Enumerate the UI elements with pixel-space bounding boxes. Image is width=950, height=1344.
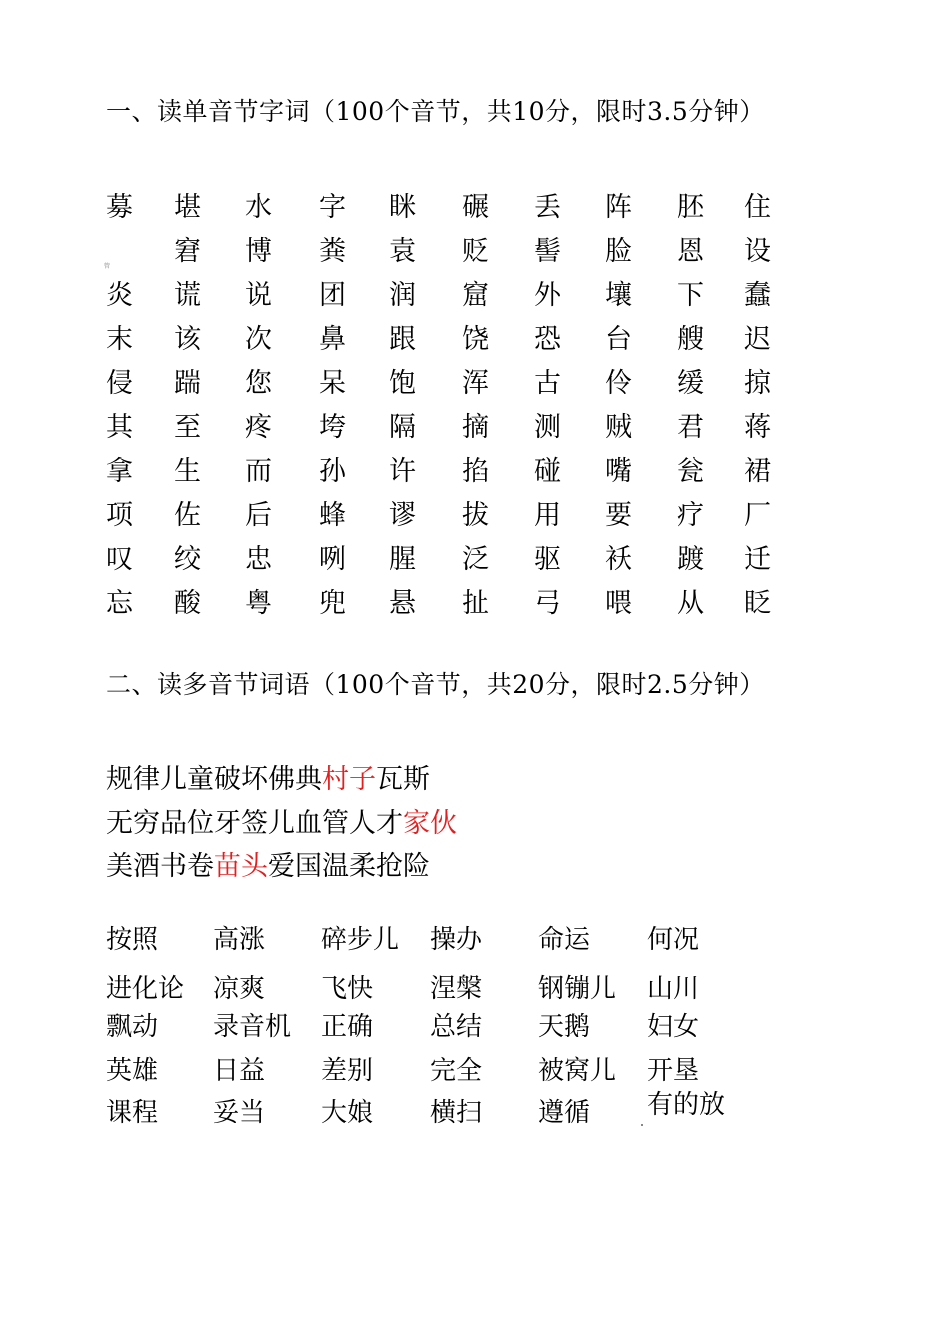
char-cell: 忘 xyxy=(106,588,133,619)
char-cell: 测 xyxy=(534,412,561,443)
char-cell: 博 xyxy=(245,236,272,267)
char-cell: 泛 xyxy=(462,544,489,575)
char-cell: 伶 xyxy=(605,368,632,399)
word-cell: 开垦 xyxy=(647,1056,700,1086)
char-cell: 悬 xyxy=(389,588,416,619)
char-cell: 拔 xyxy=(462,500,489,531)
char-cell: 窟 xyxy=(462,280,489,311)
phrase-line-2 xyxy=(106,806,457,842)
word-cell: 课程 xyxy=(106,1098,159,1128)
char-row xyxy=(106,454,806,498)
char-row xyxy=(106,586,806,630)
char-cell: 厂 xyxy=(744,500,771,531)
char-cell: 用 xyxy=(534,500,561,531)
word-cell: 妇女 xyxy=(647,1012,700,1042)
char-row xyxy=(106,366,806,410)
char-cell: 侵 xyxy=(106,368,133,399)
char-cell: 疼 xyxy=(245,412,272,443)
phrase-line-2-highlight: 家伙 xyxy=(403,808,457,839)
char-cell: 兜 xyxy=(319,588,346,619)
char-cell: 许 xyxy=(389,456,416,487)
char-cell: 炎 xyxy=(106,280,133,311)
word-cell: 大娘 xyxy=(321,1098,374,1128)
word-cell: 天鹅 xyxy=(538,1012,591,1042)
stray-mark: 管 xyxy=(104,263,111,270)
word-cell: 碎步儿 xyxy=(321,925,400,955)
char-row xyxy=(106,410,806,454)
char-cell: 从 xyxy=(677,588,704,619)
char-cell: 粤 xyxy=(245,588,272,619)
char-cell: 设 xyxy=(744,236,771,267)
char-cell: 迁 xyxy=(744,544,771,575)
char-cell: 外 xyxy=(534,280,561,311)
char-cell: 说 xyxy=(245,280,272,311)
char-cell: 袄 xyxy=(605,544,632,575)
char-cell: 阵 xyxy=(605,192,632,223)
char-cell: 字 xyxy=(319,192,346,223)
char-cell: 垮 xyxy=(319,412,346,443)
phrase-line-1 xyxy=(106,762,430,798)
char-cell: 其 xyxy=(106,412,133,443)
char-cell: 饱 xyxy=(389,368,416,399)
char-cell: 饶 xyxy=(462,324,489,355)
word-cell: 何况 xyxy=(647,925,700,955)
char-cell: 疗 xyxy=(677,500,704,531)
char-cell: 掐 xyxy=(462,456,489,487)
char-cell: 壤 xyxy=(605,280,632,311)
phrase-line-3-highlight: 苗头 xyxy=(214,851,268,882)
char-cell: 迟 xyxy=(744,324,771,355)
char-cell: 驱 xyxy=(534,544,561,575)
char-cell: 次 xyxy=(245,324,272,355)
char-cell: 忠 xyxy=(245,544,272,575)
char-cell: 踹 xyxy=(174,368,201,399)
char-cell: 窘 xyxy=(174,236,201,267)
char-cell: 台 xyxy=(605,324,632,355)
char-cell: 水 xyxy=(245,192,272,223)
char-row xyxy=(106,322,806,366)
char-cell: 缓 xyxy=(677,368,704,399)
word-cell: 操办 xyxy=(430,925,483,955)
char-cell: 古 xyxy=(534,368,561,399)
char-cell: 呆 xyxy=(319,368,346,399)
char-cell: 团 xyxy=(319,280,346,311)
char-row xyxy=(106,234,806,278)
word-cell: 英雄 xyxy=(106,1056,159,1086)
char-cell: 弓 xyxy=(534,588,561,619)
char-cell: 蒋 xyxy=(744,412,771,443)
word-cell: 妥当 xyxy=(213,1098,266,1128)
phrase-line-1-post: 瓦斯 xyxy=(376,764,430,795)
char-cell: 募 xyxy=(106,192,133,223)
section1-heading: 一、读单音节字词（100个音节，共10分，限时3.5分钟） xyxy=(106,97,765,126)
word-cell: 飞快 xyxy=(321,974,374,1004)
char-cell: 髻 xyxy=(534,236,561,267)
char-cell: 袁 xyxy=(389,236,416,267)
char-cell: 下 xyxy=(677,280,704,311)
char-cell: 裙 xyxy=(744,456,771,487)
word-cell: 凉爽 xyxy=(213,974,266,1004)
char-cell: 碰 xyxy=(534,456,561,487)
phrase-line-3-post: 爱国温柔抢险 xyxy=(268,851,430,882)
char-cell: 胚 xyxy=(677,192,704,223)
char-cell: 恐 xyxy=(534,324,561,355)
char-cell: 蠢 xyxy=(744,280,771,311)
char-cell: 君 xyxy=(677,412,704,443)
word-cell: 横扫 xyxy=(430,1098,483,1128)
char-cell: 咧 xyxy=(319,544,346,575)
char-cell: 鼻 xyxy=(319,324,346,355)
char-cell: 您 xyxy=(245,368,272,399)
char-cell: 扯 xyxy=(462,588,489,619)
char-cell: 要 xyxy=(605,500,632,531)
single-character-grid xyxy=(106,190,806,630)
char-cell: 绞 xyxy=(174,544,201,575)
char-cell: 后 xyxy=(245,500,272,531)
word-cell: 正确 xyxy=(321,1012,374,1042)
word-cell: 进化论 xyxy=(106,974,185,1004)
char-cell: 孙 xyxy=(319,456,346,487)
char-cell: 眯 xyxy=(389,192,416,223)
char-cell: 酸 xyxy=(174,588,201,619)
word-cell: 涅槃 xyxy=(430,974,483,1004)
char-cell: 贼 xyxy=(605,412,632,443)
char-cell: 瓮 xyxy=(677,456,704,487)
char-cell: 恩 xyxy=(677,236,704,267)
char-cell: 摘 xyxy=(462,412,489,443)
char-cell: 项 xyxy=(106,500,133,531)
char-cell: 拿 xyxy=(106,456,133,487)
char-cell: 丢 xyxy=(534,192,561,223)
char-cell: 贬 xyxy=(462,236,489,267)
char-cell: 眨 xyxy=(744,588,771,619)
phrase-line-1-pre: 规律儿童破坏佛典 xyxy=(106,764,322,795)
char-cell: 腥 xyxy=(389,544,416,575)
word-cell: 遵循 xyxy=(538,1098,591,1128)
char-row xyxy=(106,542,806,586)
char-cell: 该 xyxy=(174,324,201,355)
char-cell: 至 xyxy=(174,412,201,443)
word-cell: 高涨 xyxy=(213,925,266,955)
char-row xyxy=(106,498,806,542)
char-cell: 佐 xyxy=(174,500,201,531)
char-cell: 嘴 xyxy=(605,456,632,487)
char-cell: 艘 xyxy=(677,324,704,355)
phrase-line-3-pre: 美酒书卷 xyxy=(106,851,214,882)
char-cell: 浑 xyxy=(462,368,489,399)
char-cell: 住 xyxy=(744,192,771,223)
word-cell: 山川 xyxy=(647,974,700,1004)
char-cell: 喂 xyxy=(605,588,632,619)
char-cell: 堪 xyxy=(174,192,201,223)
word-cell: 有的放 xyxy=(647,1090,726,1120)
char-cell: 谬 xyxy=(389,500,416,531)
char-cell: 脸 xyxy=(605,236,632,267)
char-row xyxy=(106,190,806,234)
char-cell: 润 xyxy=(389,280,416,311)
char-cell: 粪 xyxy=(319,236,346,267)
word-cell: 完全 xyxy=(430,1056,483,1086)
word-cell: 被窝儿 xyxy=(538,1056,617,1086)
char-cell: 生 xyxy=(174,456,201,487)
word-cell: 录音机 xyxy=(213,1012,292,1042)
word-cell: 飘动 xyxy=(106,1012,159,1042)
char-cell: 叹 xyxy=(106,544,133,575)
word-cell: 命运 xyxy=(538,925,591,955)
phrase-line-1-highlight: 村子 xyxy=(322,764,376,795)
char-cell: 隔 xyxy=(389,412,416,443)
word-cell: 按照 xyxy=(106,925,159,955)
word-cell: 钢镚儿 xyxy=(538,974,617,1004)
char-cell: 末 xyxy=(106,324,133,355)
char-cell: 碾 xyxy=(462,192,489,223)
stray-dot xyxy=(641,1124,643,1126)
char-cell: 跟 xyxy=(389,324,416,355)
char-row xyxy=(106,278,806,322)
char-cell: 掠 xyxy=(744,368,771,399)
char-cell: 蜂 xyxy=(319,500,346,531)
word-cell: 总结 xyxy=(430,1012,483,1042)
char-cell: 踱 xyxy=(677,544,704,575)
word-cell: 差别 xyxy=(321,1056,374,1086)
phrase-line-3 xyxy=(106,849,430,885)
char-cell: 而 xyxy=(245,456,272,487)
phrase-line-2-pre: 无穷品位牙签儿血管人才 xyxy=(106,808,403,839)
char-cell: 谎 xyxy=(174,280,201,311)
word-cell: 日益 xyxy=(213,1056,266,1086)
section2-heading: 二、读多音节词语（100个音节，共20分，限时2.5分钟） xyxy=(106,670,765,699)
